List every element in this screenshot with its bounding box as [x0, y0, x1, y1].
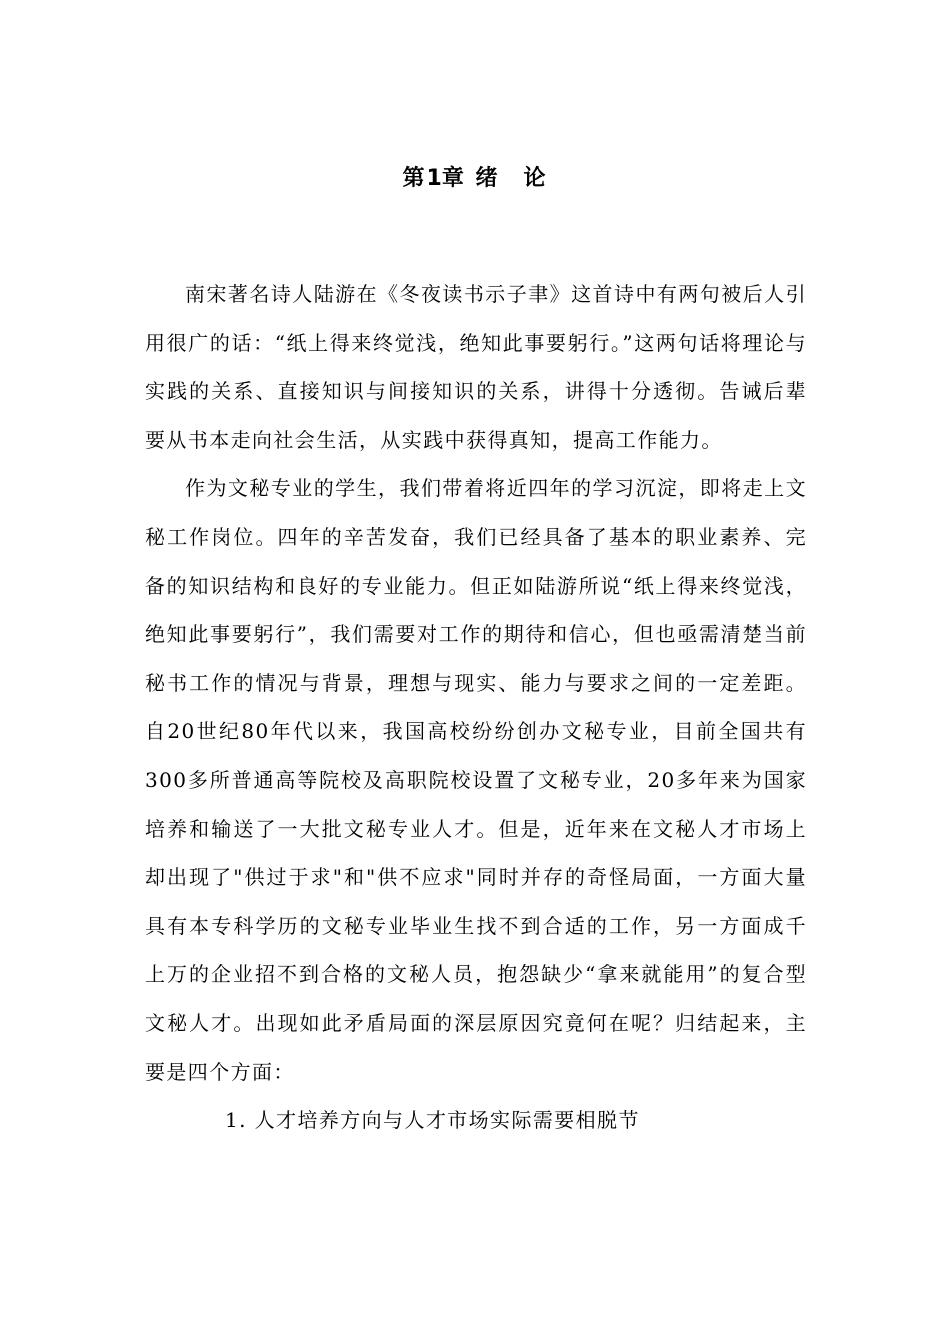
chapter-prefix: 第	[402, 166, 427, 191]
paragraph-background: 作为文秘专业的学生，我们带着将近四年的学习沉淀，即将走上文秘工作岗位。四年的辛苦发奋，我们已经具备了基本的职业素养、完备的知识结构和良好的专业能力。但正如陆游所说“纸上得来终觉浅，绝知此事要躬行”，我们需要对工作的期待和信心，但也亟需清楚当前秘书工作的情况与背景，理想与现实、能力与要求之间的一定差距。自20世纪80年代以来，我国高校纷纷创办文秘专业，目前全国共有300多所普通高等院校及高职院校设置了文秘专业，20多年来为国家培养和输送了一大批文秘专业人才。但是，近年来在文秘人才市场上却出现了"供过于求"和"供不应求"同时并存的奇怪局面，一方面大量具有本专科学历的文秘专业毕业生找不到合适的工作，另一方面成千上万的企业招不到合格的文秘人员，抱怨缺少“拿来就能用”的复合型文秘人才。出现如此矛盾局面的深层原因究竟何在呢？归结起来，主要是四个方面：	[145, 476, 807, 1084]
body-text	[145, 270, 807, 1145]
chapter-title	[0, 163, 950, 195]
paragraph-intro: 南宋著名诗人陆游在《冬夜读书示子聿》这首诗中有两句被后人引用很广的话：“纸上得来终觉浅，绝知此事要躬行。”这两句话将理论与实践的关系、直接知识与间接知识的关系，讲得十分透彻。告诫后辈要从书本走向社会生活，从实践中获得真知，提高工作能力。	[145, 282, 807, 452]
chapter-suffix: 章 绪 论	[441, 166, 548, 191]
chapter-number: 1	[426, 166, 442, 191]
list-item-1: 1. 人才培养方向与人才市场实际需要相脱节	[225, 1108, 640, 1133]
